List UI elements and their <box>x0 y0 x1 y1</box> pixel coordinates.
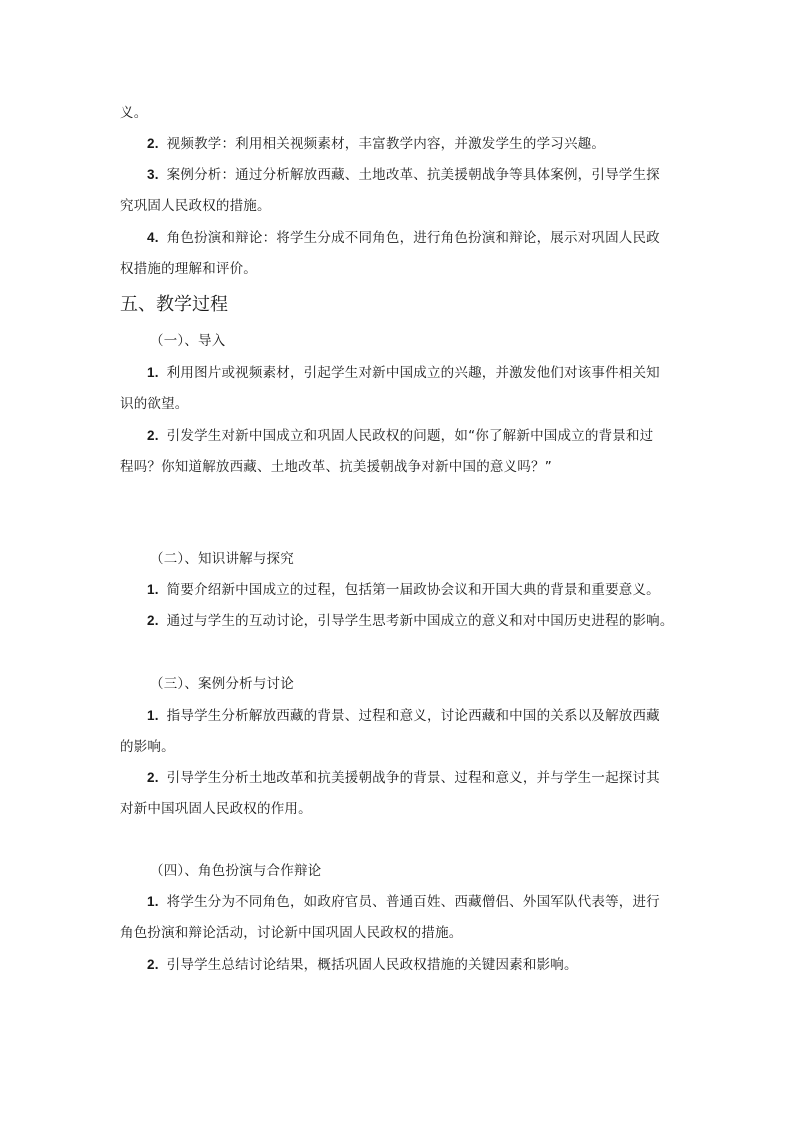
list-item-continuation <box>120 395 189 413</box>
list-item <box>147 893 660 911</box>
paragraph-line <box>120 104 147 122</box>
item-number: 4. <box>147 230 159 245</box>
item-text: 案例分析：通过分析解放西藏、土地改革、抗美援朝战争等具体案例，引导学生探 <box>166 167 660 183</box>
item-text: 对新中国巩固人民政权的作用。 <box>120 801 312 817</box>
item-text: 的影响。 <box>120 739 175 755</box>
item-number: 1. <box>147 894 159 909</box>
item-number: 1. <box>147 708 159 723</box>
list-item-case-analysis <box>147 166 660 184</box>
list-item-continuation <box>120 197 271 215</box>
item-text: 利用图片或视频素材，引起学生对新中国成立的兴趣，并激发他们对该事件相关知 <box>166 365 660 381</box>
item-text: 程吗？你知道解放西藏、土地改革、抗美援朝战争对新中国的意义吗？” <box>120 459 552 475</box>
item-number: 3. <box>147 167 159 182</box>
item-number: 2. <box>147 770 159 785</box>
list-item-continuation <box>120 738 175 756</box>
section-heading: 五、教学过程 <box>120 294 228 315</box>
list-item <box>147 769 660 787</box>
item-text: 权措施的理解和评价。 <box>120 261 257 277</box>
item-text: 指导学生分析解放西藏的背景、过程和意义，讨论西藏和中国的关系以及解放西藏 <box>166 708 660 724</box>
list-item <box>147 612 674 630</box>
subsection-title: （一）、导入 <box>150 333 226 349</box>
list-item <box>147 364 660 382</box>
item-text: 角色扮演和辩论活动，讨论新中国巩固人民政权的措施。 <box>120 925 463 941</box>
item-text: 角色扮演和辩论：将学生分成不同角色，进行角色扮演和辩论，展示对巩固人民政 <box>166 230 660 246</box>
item-number: 2. <box>147 957 159 972</box>
list-item <box>147 707 660 725</box>
list-item <box>147 581 660 599</box>
subsection-title: （二）、知识讲解与探究 <box>150 551 294 567</box>
item-text: 引导学生总结讨论结果，概括巩固人民政权措施的关键因素和影响。 <box>166 957 578 973</box>
item-text: 将学生分为不同角色，如政府官员、普通百姓、西藏僧侣、外国军队代表等，进行 <box>166 894 660 910</box>
list-item-continuation <box>120 260 257 278</box>
subsection-title: （四）、角色扮演与合作辩论 <box>150 863 322 879</box>
subsection-title: （三）、案例分析与讨论 <box>150 676 294 692</box>
item-number: 2. <box>147 136 159 151</box>
item-text: 简要介绍新中国成立的过程，包括第一届政协会议和开国大典的背景和重要意义。 <box>166 582 660 598</box>
item-text: 引发学生对新中国成立和巩固人民政权的问题，如“你了解新中国成立的背景和过 <box>166 428 654 444</box>
item-text: 视频教学：利用相关视频素材，丰富教学内容，并激发学生的学习兴趣。 <box>166 136 606 152</box>
item-text: 引导学生分析土地改革和抗美援朝战争的背景、过程和意义，并与学生一起探讨其 <box>166 770 660 786</box>
item-number: 2. <box>147 613 159 628</box>
item-number: 1. <box>147 582 159 597</box>
item-number: 2. <box>147 428 159 443</box>
list-item <box>147 956 578 974</box>
item-text: 通过与学生的互动讨论，引导学生思考新中国成立的意义和对中国历史进程的影响。 <box>166 613 674 629</box>
list-item <box>147 427 653 445</box>
list-item-role-play <box>147 229 660 247</box>
list-item-continuation <box>120 800 312 818</box>
list-item-continuation <box>120 924 463 942</box>
item-number: 1. <box>147 365 159 380</box>
text: 义。 <box>120 105 148 121</box>
item-text: 识的欲望。 <box>120 396 189 412</box>
list-item-continuation <box>120 458 552 476</box>
list-item-video-teaching <box>147 135 605 153</box>
item-text: 究巩固人民政权的措施。 <box>120 198 271 214</box>
